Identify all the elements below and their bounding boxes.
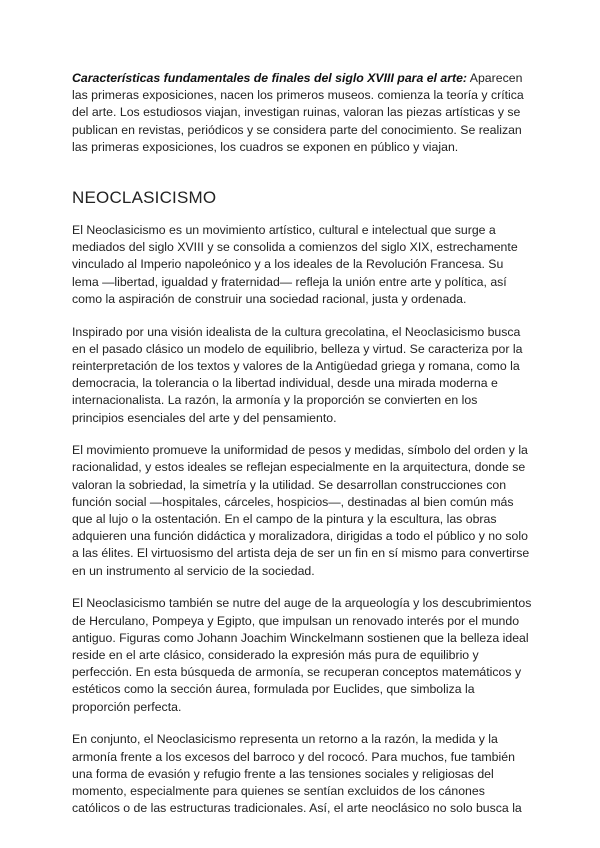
intro-text: Aparecen las primeras exposiciones, nacen los primeros museos. comienza la teoría y crítica del arte. Los estudiosos viajan, investigan ruinas, valoran las piezas artísticas y se publican en revistas, periódicos y se considera parte del conocimiento. Se realizan las primeras exposiciones, los cuadros se exponen en público y viajan. (72, 71, 524, 154)
paragraph-4: El Neoclasicismo también se nutre del auge de la arqueología y los descubrimientos de Herculano, Pompeya y Egipto, que impulsan un renovado interés por el mundo antiguo. Figuras como Johann Joachim Winckelmann sostienen que la belleza ideal reside en el arte clásico, considerado la expresión más pura de equilibrio y perfección. En esta búsqueda de armonía, se recuperan conceptos matemáticos y estéticos como la sección áurea, formulada por Euclides, que simboliza la proporción perfecta. (72, 596, 532, 714)
paragraph-5: En conjunto, el Neoclasicismo representa un retorno a la razón, la medida y la armonía frente a los excesos del barroco y del rococó. Para muchos, fue también una forma de evasión y refugio frente a las tensiones sociales y religiosas del momento, especialmente para quienes se sentían excluidos de los cánones católicos o de las estructuras tradicionales. Así, el arte neoclásico no solo busca la (72, 732, 522, 816)
intro-lead: Características fundamentales de finales del siglo XVIII para el arte: (72, 71, 468, 85)
paragraph-2: Inspirado por una visión idealista de la cultura grecolatina, el Neoclasicismo busca en el pasado clásico un modelo de equilibrio, belleza y virtud. Se caracteriza por la reinterpretación de los textos y valores de la Antigüedad griega y romana, como la democracia, la tolerancia o la libertad individual, desde una mirada moderna e internacionalista. La razón, la armonía y la proporción se convierten en los principios esenciales del arte y del pensamiento. (72, 324, 523, 425)
paragraph-3: El movimiento promueve la uniformidad de pesos y medidas, símbolo del orden y la racionalidad, y estos ideales se reflejan especialmente en la arquitectura, donde se valoran la sobriedad, la simetría y la utilidad. Se desarrollan construcciones con función social —hospitales, cárceles, hospicios—, destinadas al bien común más que al lujo o la ostentación. En el campo de la pintura y la escultura, las obras adquieren una función didáctica y moralizadora, dirigidas a todo el público y no solo a las élites. El virtuosismo del artista deja de ser un fin en sí mismo para convertirse en un instrumento al servicio de la sociedad. (72, 443, 530, 578)
section-title: NEOCLASICISMO (72, 188, 217, 208)
document-page (72, 70, 532, 833)
paragraph-1: El Neoclasicismo es un movimiento artístico, cultural e intelectual que surge a mediados del siglo XVIII y se consolida a comienzos del siglo XIX, estrechamente vinculado al Imperio napoleónico y a los ideales de la Revolución Francesa. Su lema —libertad, igualdad y fraternidad— refleja la unión entre arte y política, así como la aspiración de construir una sociedad racional, justa y ordenada. (72, 223, 518, 306)
intro-paragraph (72, 70, 532, 156)
